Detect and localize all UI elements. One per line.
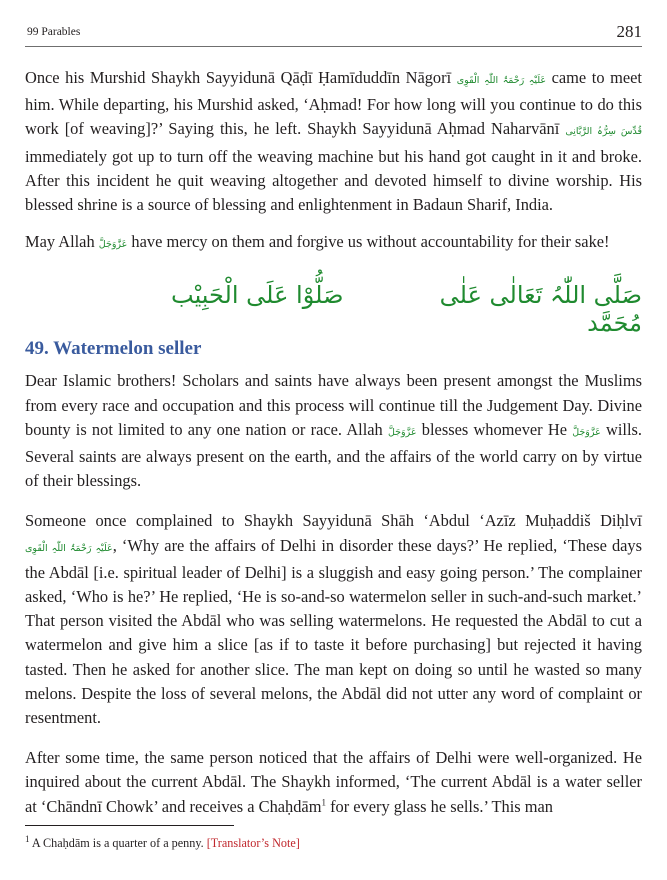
arabic-honorific-rahmatullah: عَلَیْہِ رَحْمَۃُ اللّٰہِ الْقَوِی: [25, 542, 113, 554]
paragraph-water-seller: [25, 746, 642, 819]
paragraph-watermelon-story: [25, 509, 642, 730]
paragraph-dua: [25, 230, 642, 257]
paragraph-saints-present: [25, 369, 642, 493]
durood-sallu-alal-habib: صَلُّوْا عَلَی الْحَبِیْب: [171, 281, 344, 310]
text-run: blesses whomever He: [416, 419, 573, 439]
text-run: Dear Islamic brothers! Scholars and saints have always been present amongst the Muslims from every race and occupation and this process will continue till the Judgement Day. Divine bounty is not limited to any one nation or race. Allah: [25, 371, 642, 439]
text-run: have mercy on them and forgive us without accountability for their sake!: [127, 232, 610, 252]
book-title: 99 Parables: [27, 26, 81, 38]
paragraph-murshid-visit: [25, 66, 642, 217]
text-run: After some time, the same person noticed that the affairs of Delhi were well-organized. He inquired about the current Abdāl. The Shaykh informed, ‘The current Abdāl is a water seller at ‘Chāndnī Chowk’ and receives a Chaḥdām: [25, 748, 642, 816]
section-heading: 49. Watermelon seller: [25, 338, 202, 360]
durood-salla-allahu: صَلَّی اللّٰہُ تَعَالٰی عَلٰی مُحَمَّد: [439, 281, 642, 338]
text-run: immediately got up to turn off the weaving machine but his hand got caught in it and broke. After this incident he quit weaving altogether and devoted himself to divine worship. His blessed shrine is a source of blessing and enlightenment in Badaun Sharif, India.: [25, 146, 642, 215]
arabic-honorific-azzawajal: عَزَّوَجَلَّ: [572, 426, 601, 438]
footnote-mark: 1: [25, 833, 30, 844]
text-run: came to meet him. While departing, his Murshid asked, ‘Aḥmad! For how long will you continue to do this work [of weaving]?’ Saying this, he left. Shaykh Sayyidunā Aḥmad Naharvānī: [25, 68, 642, 139]
running-header: [25, 24, 642, 47]
text-run: for every glass he sells.’ This man: [325, 796, 553, 816]
text-run: , ‘Why are the affairs of Delhi in disorder these days?’ He replied, ‘These days the Abdāl [i.e. spiritual leader of Delhi] is a sluggish and easy going person.’ The complainer asked, ‘Who is he?’ He replied, ‘He is so-and-so watermelon seller in such-and-such market.’ That person visited the Abdāl who was selling watermelons. He requested the Abdāl to cut a watermelon and give him a slice [as if to taste it before purchasing] but rejected it having tasted. Then he asked for another slice. The man kept on doing so until he wasted so many melons. Despite the loss of several melons, the Abdāl did not utter any word of complaint or resentment.: [25, 535, 642, 728]
footnote-divider: [25, 825, 234, 826]
durood-line: [25, 269, 642, 338]
text-run: Once his Murshid Shaykh Sayyidunā Qāḍī Ḥamīduddīn Nāgorī: [25, 68, 457, 87]
body-text: [25, 66, 642, 819]
arabic-honorific-azzawajal: عَزَّوَجَلَّ: [98, 239, 128, 251]
page-number: 281: [616, 22, 642, 41]
translator-note: [Translator’s Note]: [206, 836, 300, 850]
footnote-text: A Chaḥdām is a quarter of a penny.: [29, 836, 207, 850]
footnote: [25, 833, 300, 851]
text-run: Someone once complained to Shaykh Sayyidunā Shāh ‘Abdul ‘Azīz Muḥaddiš Diḥlvī: [25, 511, 642, 531]
arabic-honorific-azzawajal: عَزَّوَجَلَّ: [387, 426, 417, 438]
footnote-reference[interactable]: 1: [321, 797, 326, 808]
arabic-honorific-quddisa: قُدِّسَ سِرُّہُ الرَّبَّانِی: [565, 126, 642, 138]
book-page: [25, 0, 642, 880]
text-run: wills. Several saints are always present on the earth, and the affairs of the world carry on by virtue of their blessings.: [25, 419, 643, 491]
text-run: May Allah: [25, 232, 99, 252]
arabic-honorific-rahmatullah: عَلَیْہِ رَحْمَۃُ اللّٰہِ الْقَوِی: [456, 75, 547, 86]
